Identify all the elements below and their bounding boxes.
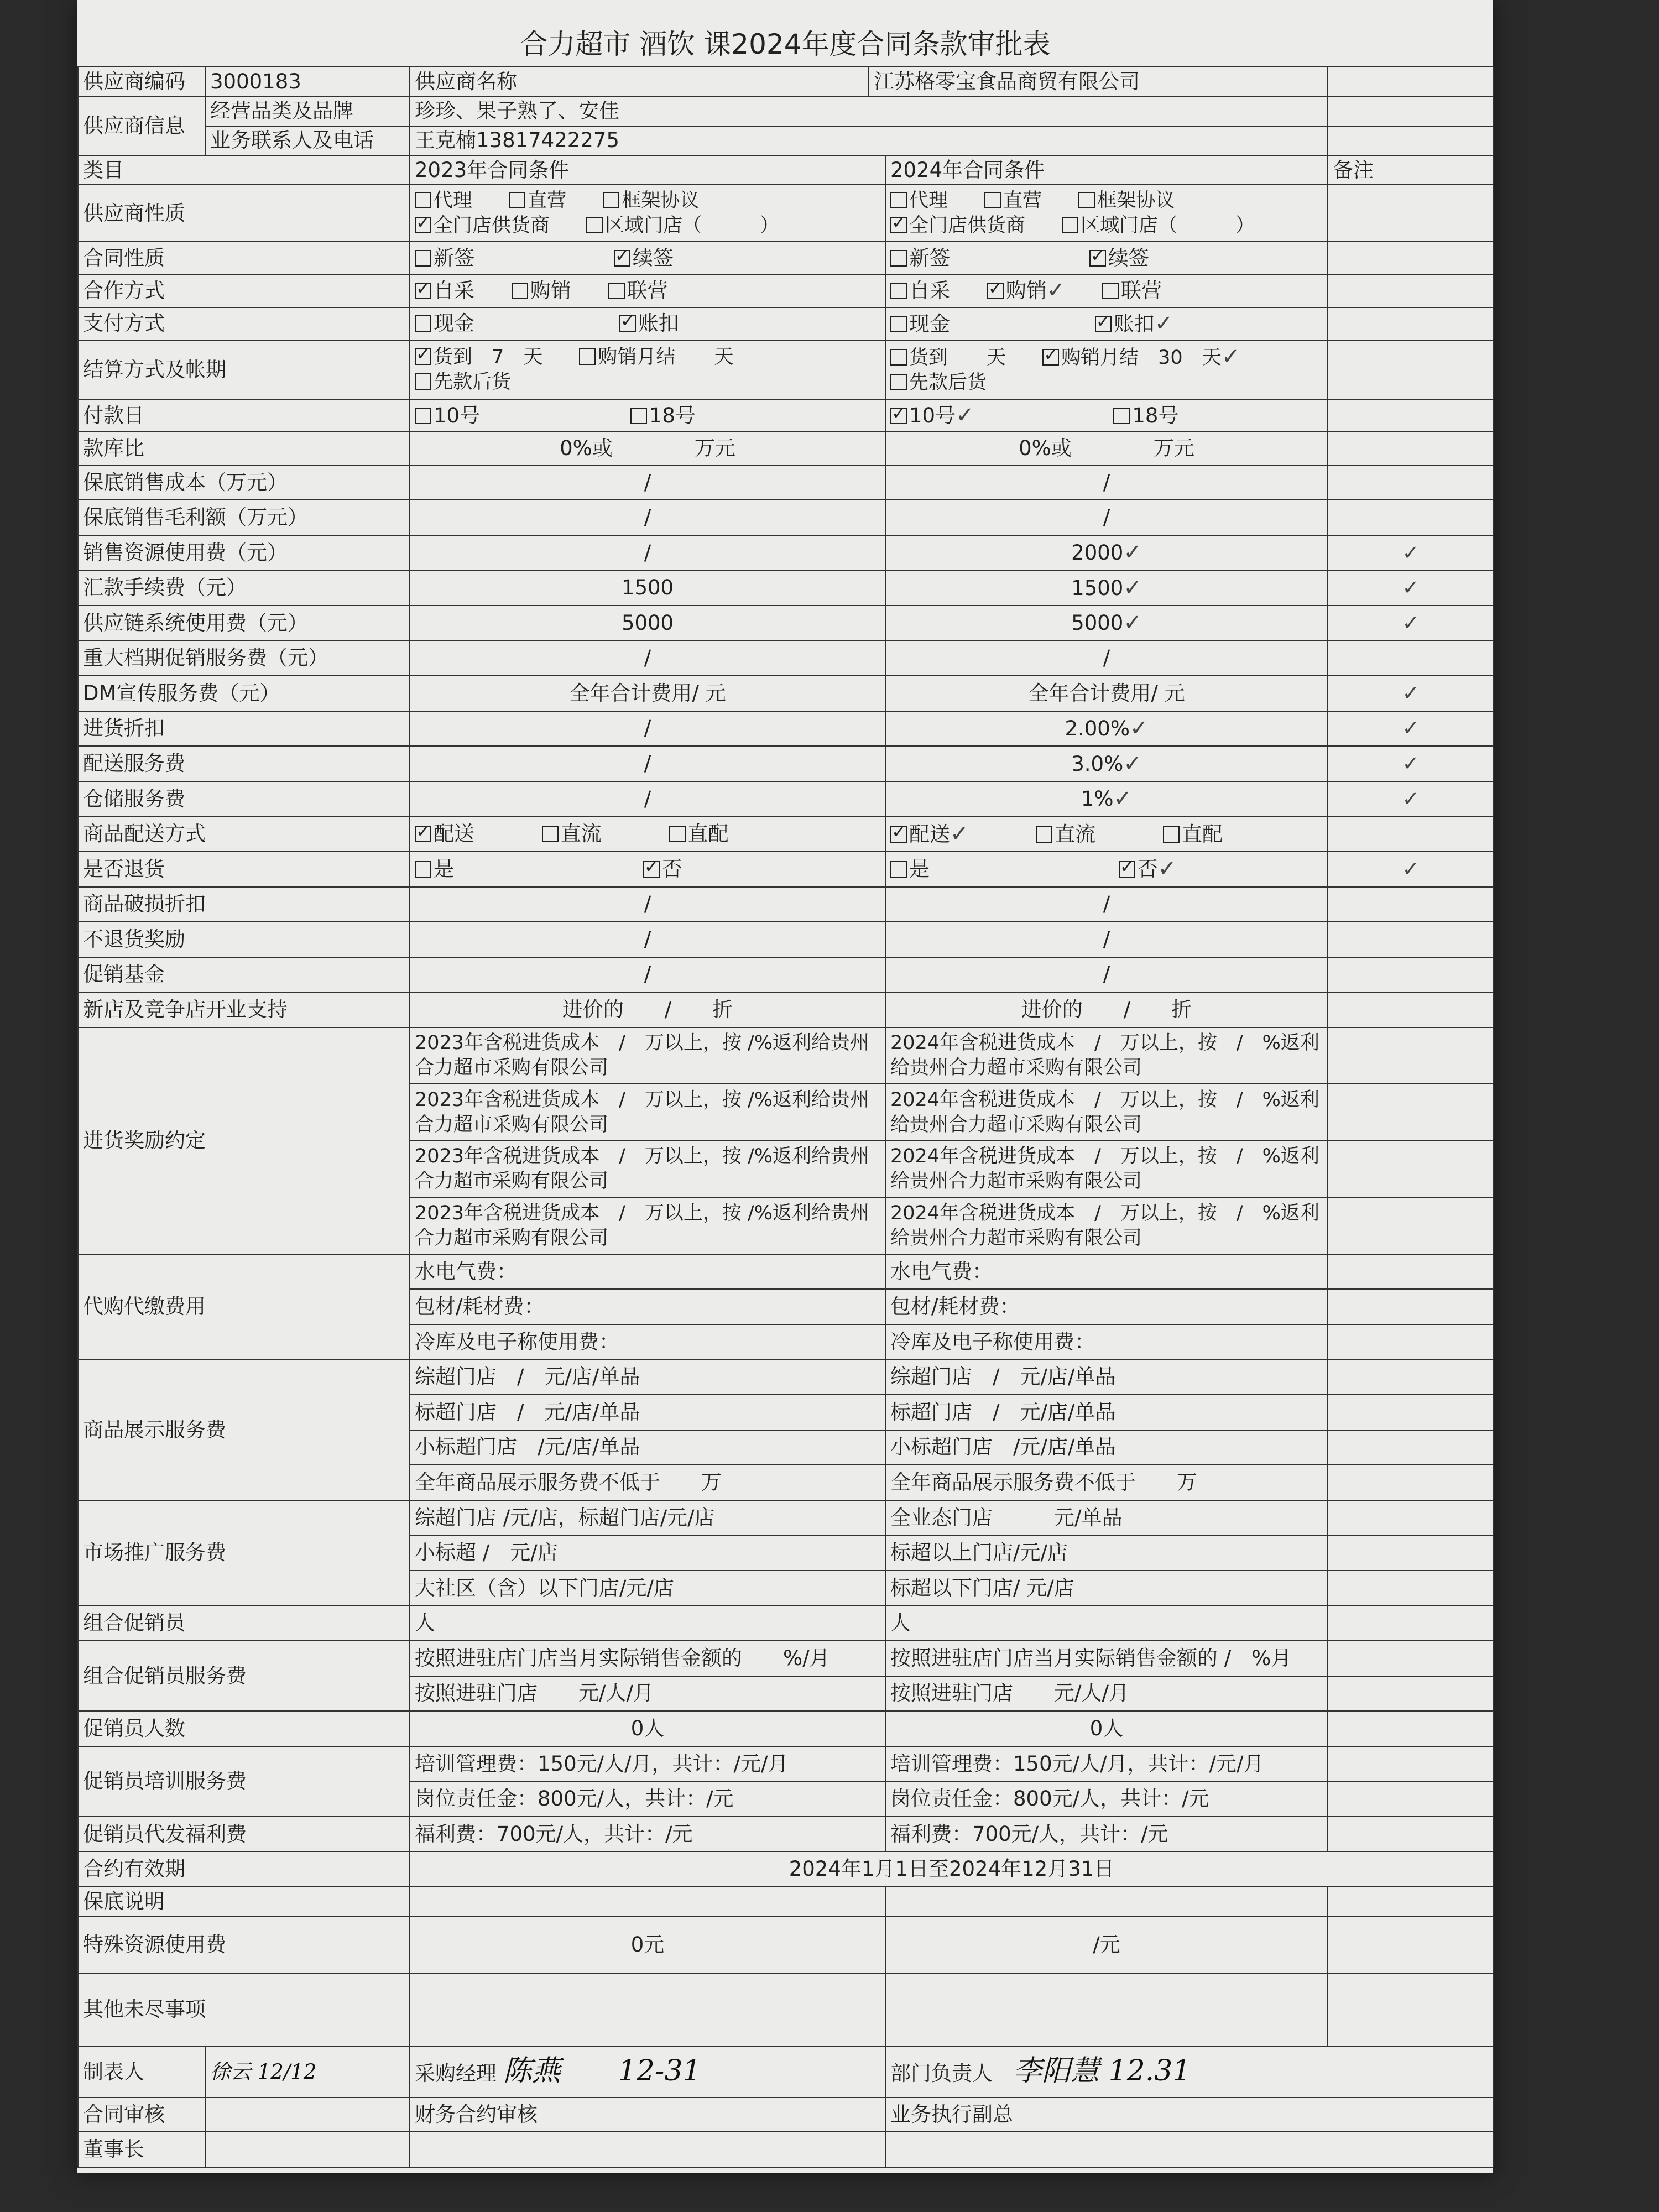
check-mark-icon: ✓ — [1328, 781, 1494, 817]
value-2023: 5000 — [410, 606, 885, 641]
supplier-info-label: 供应商信息 — [78, 96, 205, 155]
row-label: 代购代缴费用 — [78, 1254, 410, 1360]
row-label: 合约有效期 — [78, 1851, 410, 1887]
row-label: 组合促销员服务费 — [78, 1641, 410, 1711]
value-2023: / — [410, 746, 885, 781]
table-row: 促销员代发福利费 福利费：700元/人，共计：/元 福利费：700元/人，共计：/元 — [78, 1817, 1494, 1852]
table-row — [78, 606, 1494, 641]
check-mark-icon: ✓ — [1328, 570, 1494, 606]
checkbox-checked[interactable] — [890, 217, 907, 233]
table-row: 不退货奖励 / / — [78, 922, 1494, 957]
table-row — [78, 432, 1494, 465]
row-label: 新店及竞争店开业支持 — [78, 992, 410, 1027]
table-row — [78, 500, 1494, 535]
checkbox[interactable] — [579, 348, 596, 365]
table-row: 合作方式 ✓ 自采 购销 联营 自采 ✓ 购销✓ 联营 — [78, 274, 1494, 307]
table-row: 制表人 徐云 12/12 采购经理 陈燕 12-31 部门负责人 李阳慧 12.31 — [78, 2047, 1494, 2098]
row-label: 是否退货 — [78, 852, 410, 887]
checkbox-checked[interactable] — [987, 283, 1004, 299]
value-2024: 1%✓ — [885, 781, 1328, 817]
row-label: 促销员人数 — [78, 1711, 410, 1746]
checkbox[interactable] — [890, 316, 907, 332]
check-mark-icon: ✓ — [1328, 711, 1494, 747]
row-label: 董事长 — [78, 2132, 205, 2167]
checkbox-checked[interactable] — [415, 348, 431, 365]
table-row: 组合促销员服务费 按照进驻店门店当月实际销售金额的 %/月 按照进驻店门店当月实际销售金额的 / %月 — [78, 1641, 1494, 1676]
table-row: 小标超 / 元/店 标超以上门店/元/店 — [78, 1535, 1494, 1571]
checkbox-checked[interactable] — [1095, 316, 1112, 332]
maker-label: 制表人 — [78, 2047, 205, 2098]
pay-label: 支付方式 — [78, 307, 410, 340]
form-title: 合力超市 酒饮 课2024年度合同条款审批表 — [520, 28, 1051, 60]
table-row — [78, 1887, 1494, 1916]
supplier-brands: 珍珍、果子熟了、安佳 — [410, 96, 1328, 126]
table-row: 商品展示服务费 综超门店 / 元/店/单品 综超门店 / 元/店/单品 — [78, 1360, 1494, 1395]
checkbox[interactable] — [890, 349, 907, 366]
checkbox[interactable] — [984, 192, 1001, 208]
value-2024: 1500✓ — [885, 570, 1328, 606]
checkbox[interactable] — [669, 826, 686, 842]
table-row — [78, 641, 1494, 676]
table-row: 岗位责任金：800元/人，共计：/元 岗位责任金：800元/人，共计：/元 — [78, 1781, 1494, 1817]
row-label: 合同审核 — [78, 2098, 205, 2132]
remark-header: 备注 — [1328, 155, 1494, 185]
checkbox[interactable] — [890, 861, 907, 878]
check-mark-icon: ✓ — [950, 821, 969, 847]
table-row: 组合促销员 人 人 — [78, 1606, 1494, 1641]
validity-period: 2024年1月1日至2024年12月31日 — [410, 1851, 1494, 1887]
row-label: 其他未尽事项 — [78, 1973, 410, 2047]
row-label: 进货折扣 — [78, 711, 410, 747]
row-label: 仓储服务费 — [78, 781, 410, 817]
value-2023: / — [410, 535, 885, 571]
row-label: 商品破损折扣 — [78, 887, 410, 922]
contract-terms-table — [77, 66, 1494, 2168]
table-row: 进货奖励约定 2023年含税进货成本 / 万以上，按 /%返利给贵州合力超市采购有限公司 2024年含税进货成本 / 万以上，按 / %返利给贵州合力超市采购有限公司 — [78, 1027, 1494, 1084]
checkbox-checked[interactable] — [619, 315, 636, 332]
checkbox[interactable] — [890, 250, 907, 267]
table-row: 合同性质 新签 ✓ 续签 新签 ✓ 续签 — [78, 242, 1494, 274]
value-2023: / — [410, 711, 885, 747]
checkbox-checked[interactable] — [643, 861, 660, 878]
nature-label: 供应商性质 — [78, 185, 410, 242]
row-label: 供应链系统使用费（元） — [78, 606, 410, 641]
table-row: 促销基金 / / — [78, 957, 1494, 993]
row-label: 特殊资源使用费 — [78, 1916, 410, 1973]
row-label: 销售资源使用费（元） — [78, 535, 410, 571]
payday-label: 付款日 — [78, 399, 410, 432]
value-2024: 3.0%✓ — [885, 746, 1328, 781]
nature-2023: 代理 直营 框架协议 ✓全门店供货商 区域门店（ ） — [410, 185, 885, 242]
settle-label: 结算方式及帐期 — [78, 340, 410, 399]
row-label: 重大档期促销服务费（元） — [78, 641, 410, 676]
table-row: 特殊资源使用费 0元 /元 — [78, 1916, 1494, 1973]
check-mark-icon: ✓ — [1123, 750, 1142, 776]
table-row: 冷库及电子称使用费： 冷库及电子称使用费： — [78, 1324, 1494, 1360]
checkbox[interactable] — [630, 408, 647, 424]
header-2023: 2023年合同条件 — [410, 155, 885, 185]
table-row — [78, 746, 1494, 781]
check-mark-icon: ✓ — [1113, 786, 1133, 812]
row-label: 促销员培训服务费 — [78, 1746, 410, 1817]
maker-signature: 徐云 12/12 — [205, 2047, 410, 2098]
value-2024: 全年合计费用/ 元 — [885, 676, 1328, 711]
checkbox[interactable] — [415, 315, 431, 332]
row-label: 促销员代发福利费 — [78, 1817, 410, 1852]
value-2023: / — [410, 465, 885, 500]
checkbox[interactable] — [586, 217, 603, 233]
table-row — [78, 535, 1494, 571]
checkbox-checked[interactable] — [415, 217, 431, 233]
table-row — [78, 1851, 1494, 1887]
checkbox[interactable] — [603, 192, 619, 208]
checkbox[interactable] — [512, 283, 528, 299]
value-2023: 全年合计费用/ 元 — [410, 676, 885, 711]
check-mark-icon: ✓ — [1157, 856, 1177, 882]
coop-label: 合作方式 — [78, 274, 410, 307]
checkbox[interactable] — [608, 283, 625, 299]
checkbox[interactable] — [1102, 283, 1119, 299]
table-row: 大社区（含）以下门店/元/店 标超以下门店/ 元/店 — [78, 1571, 1494, 1606]
dept-signature: 李阳慧 12.31 — [1013, 2054, 1191, 2088]
supplier-name: 江苏格零宝食品商贸有限公司 — [869, 67, 1328, 96]
check-mark-icon: ✓ — [1328, 676, 1494, 711]
table-row: 促销员人数 0人 0人 — [78, 1711, 1494, 1746]
table-row — [78, 1973, 1494, 2047]
check-mark-icon: ✓ — [1328, 746, 1494, 781]
checkbox[interactable] — [415, 861, 431, 878]
row-label: 促销基金 — [78, 957, 410, 993]
checkbox[interactable] — [542, 826, 559, 842]
row-label: 保底销售毛利额（万元） — [78, 500, 410, 535]
table-row: 包材/耗材费： 包材/耗材费： — [78, 1289, 1494, 1324]
value-2024: / — [885, 500, 1328, 535]
check-mark-icon: ✓ — [1123, 610, 1142, 636]
table-row — [78, 465, 1494, 500]
table-row — [78, 2132, 1494, 2167]
table-row: 商品配送方式 ✓ 配送 直流 直配 ✓ 配送✓ 直流 直配 — [78, 816, 1494, 852]
value-2023: / — [410, 781, 885, 817]
checkbox[interactable] — [1062, 217, 1078, 233]
checkbox[interactable] — [1113, 408, 1130, 424]
check-mark-icon: ✓ — [956, 403, 974, 429]
check-mark-icon: ✓ — [1046, 278, 1066, 304]
checkbox[interactable] — [415, 408, 431, 424]
row-label: 市场推广服务费 — [78, 1500, 410, 1606]
value-2023: / — [410, 641, 885, 676]
buyer-signature: 陈燕 12-31 — [503, 2054, 701, 2088]
value-2024: 2000✓ — [885, 535, 1328, 571]
supplier-code: 3000183 — [205, 67, 410, 96]
value-2023: 0%或 万元 — [410, 432, 885, 465]
table-row — [78, 67, 1494, 96]
value-2024: 5000✓ — [885, 606, 1328, 641]
supplier-name-label: 供应商名称 — [410, 67, 869, 96]
table-row — [78, 185, 1494, 242]
value-2023: / — [410, 500, 885, 535]
table-row: 2023年含税进货成本 / 万以上，按 /%返利给贵州合力超市采购有限公司 2024年含税进货成本 / 万以上，按 / %返利给贵州合力超市采购有限公司 — [78, 1197, 1494, 1254]
table-row — [78, 711, 1494, 747]
check-mark-icon: ✓ — [1221, 343, 1240, 369]
value-2023: 1500 — [410, 570, 885, 606]
checkbox[interactable] — [1036, 826, 1052, 843]
checkbox[interactable] — [890, 192, 907, 208]
supplier-contact: 王克楠13817422275 — [410, 126, 1328, 155]
row-label: 组合促销员 — [78, 1606, 410, 1641]
row-label: DM宣传服务费（元） — [78, 676, 410, 711]
row-label: 保底说明 — [78, 1887, 410, 1916]
table-row — [78, 126, 1494, 155]
checkbox[interactable] — [415, 192, 431, 208]
table-row — [78, 781, 1494, 817]
table-row: 合同审核 财务合约审核 业务执行副总 — [78, 2098, 1494, 2132]
table-row: 代购代缴费用 水电气费： 水电气费： — [78, 1254, 1494, 1290]
checkbox[interactable] — [1163, 826, 1180, 843]
checkbox-checked[interactable] — [1089, 250, 1106, 267]
nature-2024: 代理 直营 框架协议 ✓全门店供货商 区域门店（ ） — [885, 185, 1328, 242]
checkbox-checked[interactable] — [1119, 861, 1135, 878]
checkbox-checked[interactable] — [415, 283, 431, 299]
table-row — [78, 676, 1494, 711]
type-header: 类目 — [78, 155, 410, 185]
table-row — [78, 570, 1494, 606]
checkbox-checked[interactable] — [1042, 349, 1059, 366]
value-2024: / — [885, 641, 1328, 676]
table-row: 是否退货 是 ✓ 否 是 ✓ 否✓ ✓ — [78, 852, 1494, 887]
table-row: 按照进驻门店 元/人/月 按照进驻门店 元/人/月 — [78, 1676, 1494, 1712]
checkbox[interactable] — [509, 192, 525, 208]
check-mark-icon: ✓ — [1130, 715, 1149, 741]
checkbox[interactable] — [890, 283, 907, 299]
checkbox-checked[interactable] — [890, 826, 907, 843]
table-row: 新店及竞争店开业支持 进价的 / 折 进价的 / 折 — [78, 992, 1494, 1027]
table-row: 促销员培训服务费 培训管理费：150元/人/月，共计：/元/月 培训管理费：150元/人/月，共计：/元/月 — [78, 1746, 1494, 1782]
checkbox[interactable] — [415, 373, 431, 390]
table-row: 付款日 10号 18号 ✓ 10号✓ 18号 — [78, 399, 1494, 432]
approval-form-sheet — [77, 0, 1493, 2173]
table-row: 结算方式及帐期 ✓货到 7 天 购销月结 天 先款后货 货到 天 ✓ 购销月结 30 天✓ 先款后货 — [78, 340, 1494, 399]
row-label: 进货奖励约定 — [78, 1027, 410, 1254]
checkbox-checked[interactable] — [614, 250, 630, 267]
checkbox[interactable] — [415, 250, 431, 267]
checkbox[interactable] — [890, 374, 907, 390]
check-mark-icon: ✓ — [1154, 310, 1173, 336]
table-row: 小标超门店 /元/店/单品 小标超门店 /元/店/单品 — [78, 1430, 1494, 1465]
row-label: 商品配送方式 — [78, 816, 410, 852]
table-row: 市场推广服务费 综超门店 /元/店，标超门店/元/店 全业态门店 元/单品 — [78, 1500, 1494, 1536]
supplier-code-label: 供应商编码 — [78, 67, 205, 96]
category-label: 经营品类及品牌 — [205, 96, 410, 126]
row-label: 汇款手续费（元） — [78, 570, 410, 606]
checkbox-checked[interactable] — [890, 408, 907, 424]
contract-label: 合同性质 — [78, 242, 410, 274]
check-mark-icon: ✓ — [1328, 535, 1494, 571]
table-row — [78, 96, 1494, 126]
value-2024: 0%或 万元 — [885, 432, 1328, 465]
row-label: 商品展示服务费 — [78, 1360, 410, 1500]
table-row: 2023年含税进货成本 / 万以上，按 /%返利给贵州合力超市采购有限公司 2024年含税进货成本 / 万以上，按 / %返利给贵州合力超市采购有限公司 — [78, 1084, 1494, 1141]
table-row: 支付方式 现金 ✓ 账扣 现金 ✓ 账扣✓ — [78, 307, 1494, 340]
value-2024: / — [885, 465, 1328, 500]
contact-label: 业务联系人及电话 — [205, 126, 410, 155]
table-row: 2023年含税进货成本 / 万以上，按 /%返利给贵州合力超市采购有限公司 2024年含税进货成本 / 万以上，按 / %返利给贵州合力超市采购有限公司 — [78, 1141, 1494, 1198]
table-row: 商品破损折扣 / / — [78, 887, 1494, 922]
checkbox-checked[interactable] — [415, 826, 431, 842]
check-mark-icon: ✓ — [1123, 575, 1142, 601]
table-row: 标超门店 / 元/店/单品 标超门店 / 元/店/单品 — [78, 1395, 1494, 1430]
check-mark-icon: ✓ — [1328, 852, 1494, 887]
row-label: 款库比 — [78, 432, 410, 465]
check-mark-icon: ✓ — [1328, 606, 1494, 641]
row-label: 配送服务费 — [78, 746, 410, 781]
check-mark-icon: ✓ — [1123, 540, 1142, 566]
row-label: 保底销售成本（万元） — [78, 465, 410, 500]
table-row — [78, 155, 1494, 185]
table-row: 全年商品展示服务费不低于 万 全年商品展示服务费不低于 万 — [78, 1465, 1494, 1500]
header-2024: 2024年合同条件 — [885, 155, 1328, 185]
row-label: 不退货奖励 — [78, 922, 410, 957]
value-2024: 2.00%✓ — [885, 711, 1328, 747]
checkbox[interactable] — [1078, 192, 1095, 208]
